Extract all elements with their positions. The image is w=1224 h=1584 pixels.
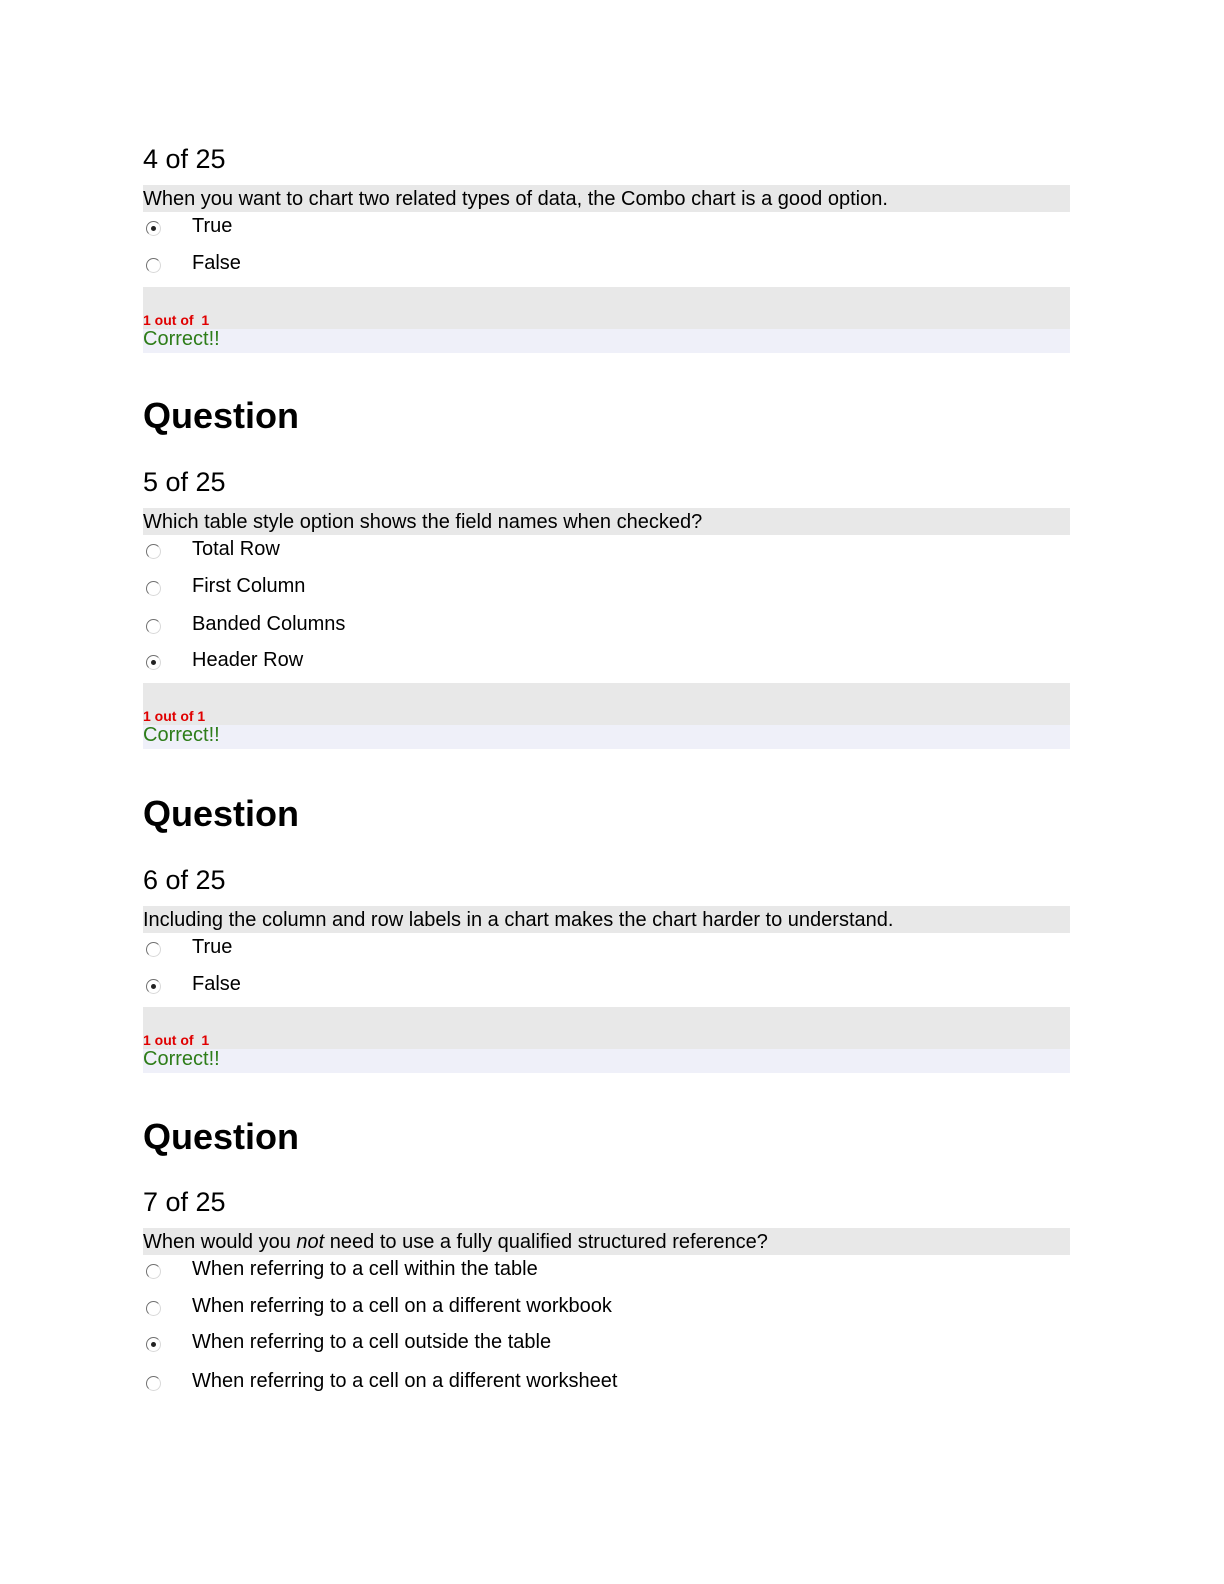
prompt-text: When would you bbox=[143, 1231, 297, 1253]
answer-option-label: False bbox=[192, 252, 241, 274]
answer-option-label: False bbox=[192, 973, 241, 995]
radio-unselected-icon[interactable] bbox=[146, 581, 161, 596]
answer-option-label: When referring to a cell on a different worksheet bbox=[192, 1370, 618, 1392]
answer-option[interactable] bbox=[143, 248, 843, 278]
radio-unselected-icon[interactable] bbox=[146, 544, 161, 559]
answer-option[interactable] bbox=[143, 1291, 843, 1321]
answer-option-label: True bbox=[192, 215, 233, 237]
feedback-band bbox=[143, 1049, 1070, 1073]
answer-option[interactable] bbox=[143, 609, 843, 639]
feedback-band bbox=[143, 329, 1070, 353]
score-band bbox=[143, 683, 1070, 725]
radio-unselected-icon[interactable] bbox=[146, 1376, 161, 1391]
answer-option[interactable] bbox=[143, 969, 843, 999]
answer-option-label: True bbox=[192, 936, 233, 958]
answer-option-label: When referring to a cell outside the table bbox=[192, 1331, 552, 1353]
score-text: 1 out of 1 bbox=[143, 1032, 210, 1048]
prompt-emphasis: not bbox=[296, 1231, 325, 1253]
radio-selected-icon[interactable] bbox=[146, 979, 161, 994]
answer-option[interactable] bbox=[143, 932, 843, 962]
question-number: 5 of 25 bbox=[143, 467, 226, 497]
question-prompt: Including the column and row labels in a chart makes the chart harder to understand. bbox=[143, 906, 1070, 933]
question-prompt: Which table style option shows the field names when checked? bbox=[143, 508, 1070, 535]
radio-unselected-icon[interactable] bbox=[146, 1301, 161, 1316]
feedback-band bbox=[143, 725, 1070, 749]
answer-option[interactable] bbox=[143, 534, 843, 564]
question-heading: Question bbox=[143, 395, 300, 436]
feedback-text: Correct!! bbox=[143, 1048, 220, 1070]
score-text: 1 out of 1 bbox=[143, 312, 210, 328]
radio-unselected-icon[interactable] bbox=[146, 619, 161, 634]
radio-selected-icon[interactable] bbox=[146, 1337, 161, 1352]
feedback-text: Correct!! bbox=[143, 328, 220, 350]
answer-option[interactable] bbox=[143, 1254, 843, 1284]
question-number: 4 of 25 bbox=[143, 144, 226, 174]
prompt-text: need to use a fully qualified structured reference? bbox=[324, 1231, 768, 1253]
radio-selected-icon[interactable] bbox=[146, 221, 161, 236]
answer-option-label: Banded Columns bbox=[192, 613, 346, 635]
score-band bbox=[143, 1007, 1070, 1049]
answer-option-label: When referring to a cell on a different workbook bbox=[192, 1295, 612, 1317]
question-heading: Question bbox=[143, 1116, 300, 1157]
answer-option[interactable] bbox=[143, 1327, 843, 1357]
question-number: 6 of 25 bbox=[143, 865, 226, 895]
score-band bbox=[143, 287, 1070, 329]
answer-option-label: When referring to a cell within the table bbox=[192, 1258, 538, 1280]
answer-option[interactable] bbox=[143, 645, 843, 675]
question-heading: Question bbox=[143, 793, 300, 834]
radio-unselected-icon[interactable] bbox=[146, 1264, 161, 1279]
radio-unselected-icon[interactable] bbox=[146, 258, 161, 273]
answer-option[interactable] bbox=[143, 1366, 843, 1396]
question-prompt bbox=[143, 1228, 1070, 1255]
answer-option-label: Total Row bbox=[192, 538, 280, 560]
radio-selected-icon[interactable] bbox=[146, 655, 161, 670]
answer-option-label: First Column bbox=[192, 575, 306, 597]
question-number: 7 of 25 bbox=[143, 1187, 226, 1217]
radio-unselected-icon[interactable] bbox=[146, 942, 161, 957]
feedback-text: Correct!! bbox=[143, 724, 220, 746]
answer-option-label: Header Row bbox=[192, 649, 304, 671]
question-prompt: When you want to chart two related types of data, the Combo chart is a good option. bbox=[143, 185, 1070, 212]
answer-option[interactable] bbox=[143, 211, 843, 241]
answer-option[interactable] bbox=[143, 571, 843, 601]
score-text: 1 out of 1 bbox=[143, 708, 206, 724]
